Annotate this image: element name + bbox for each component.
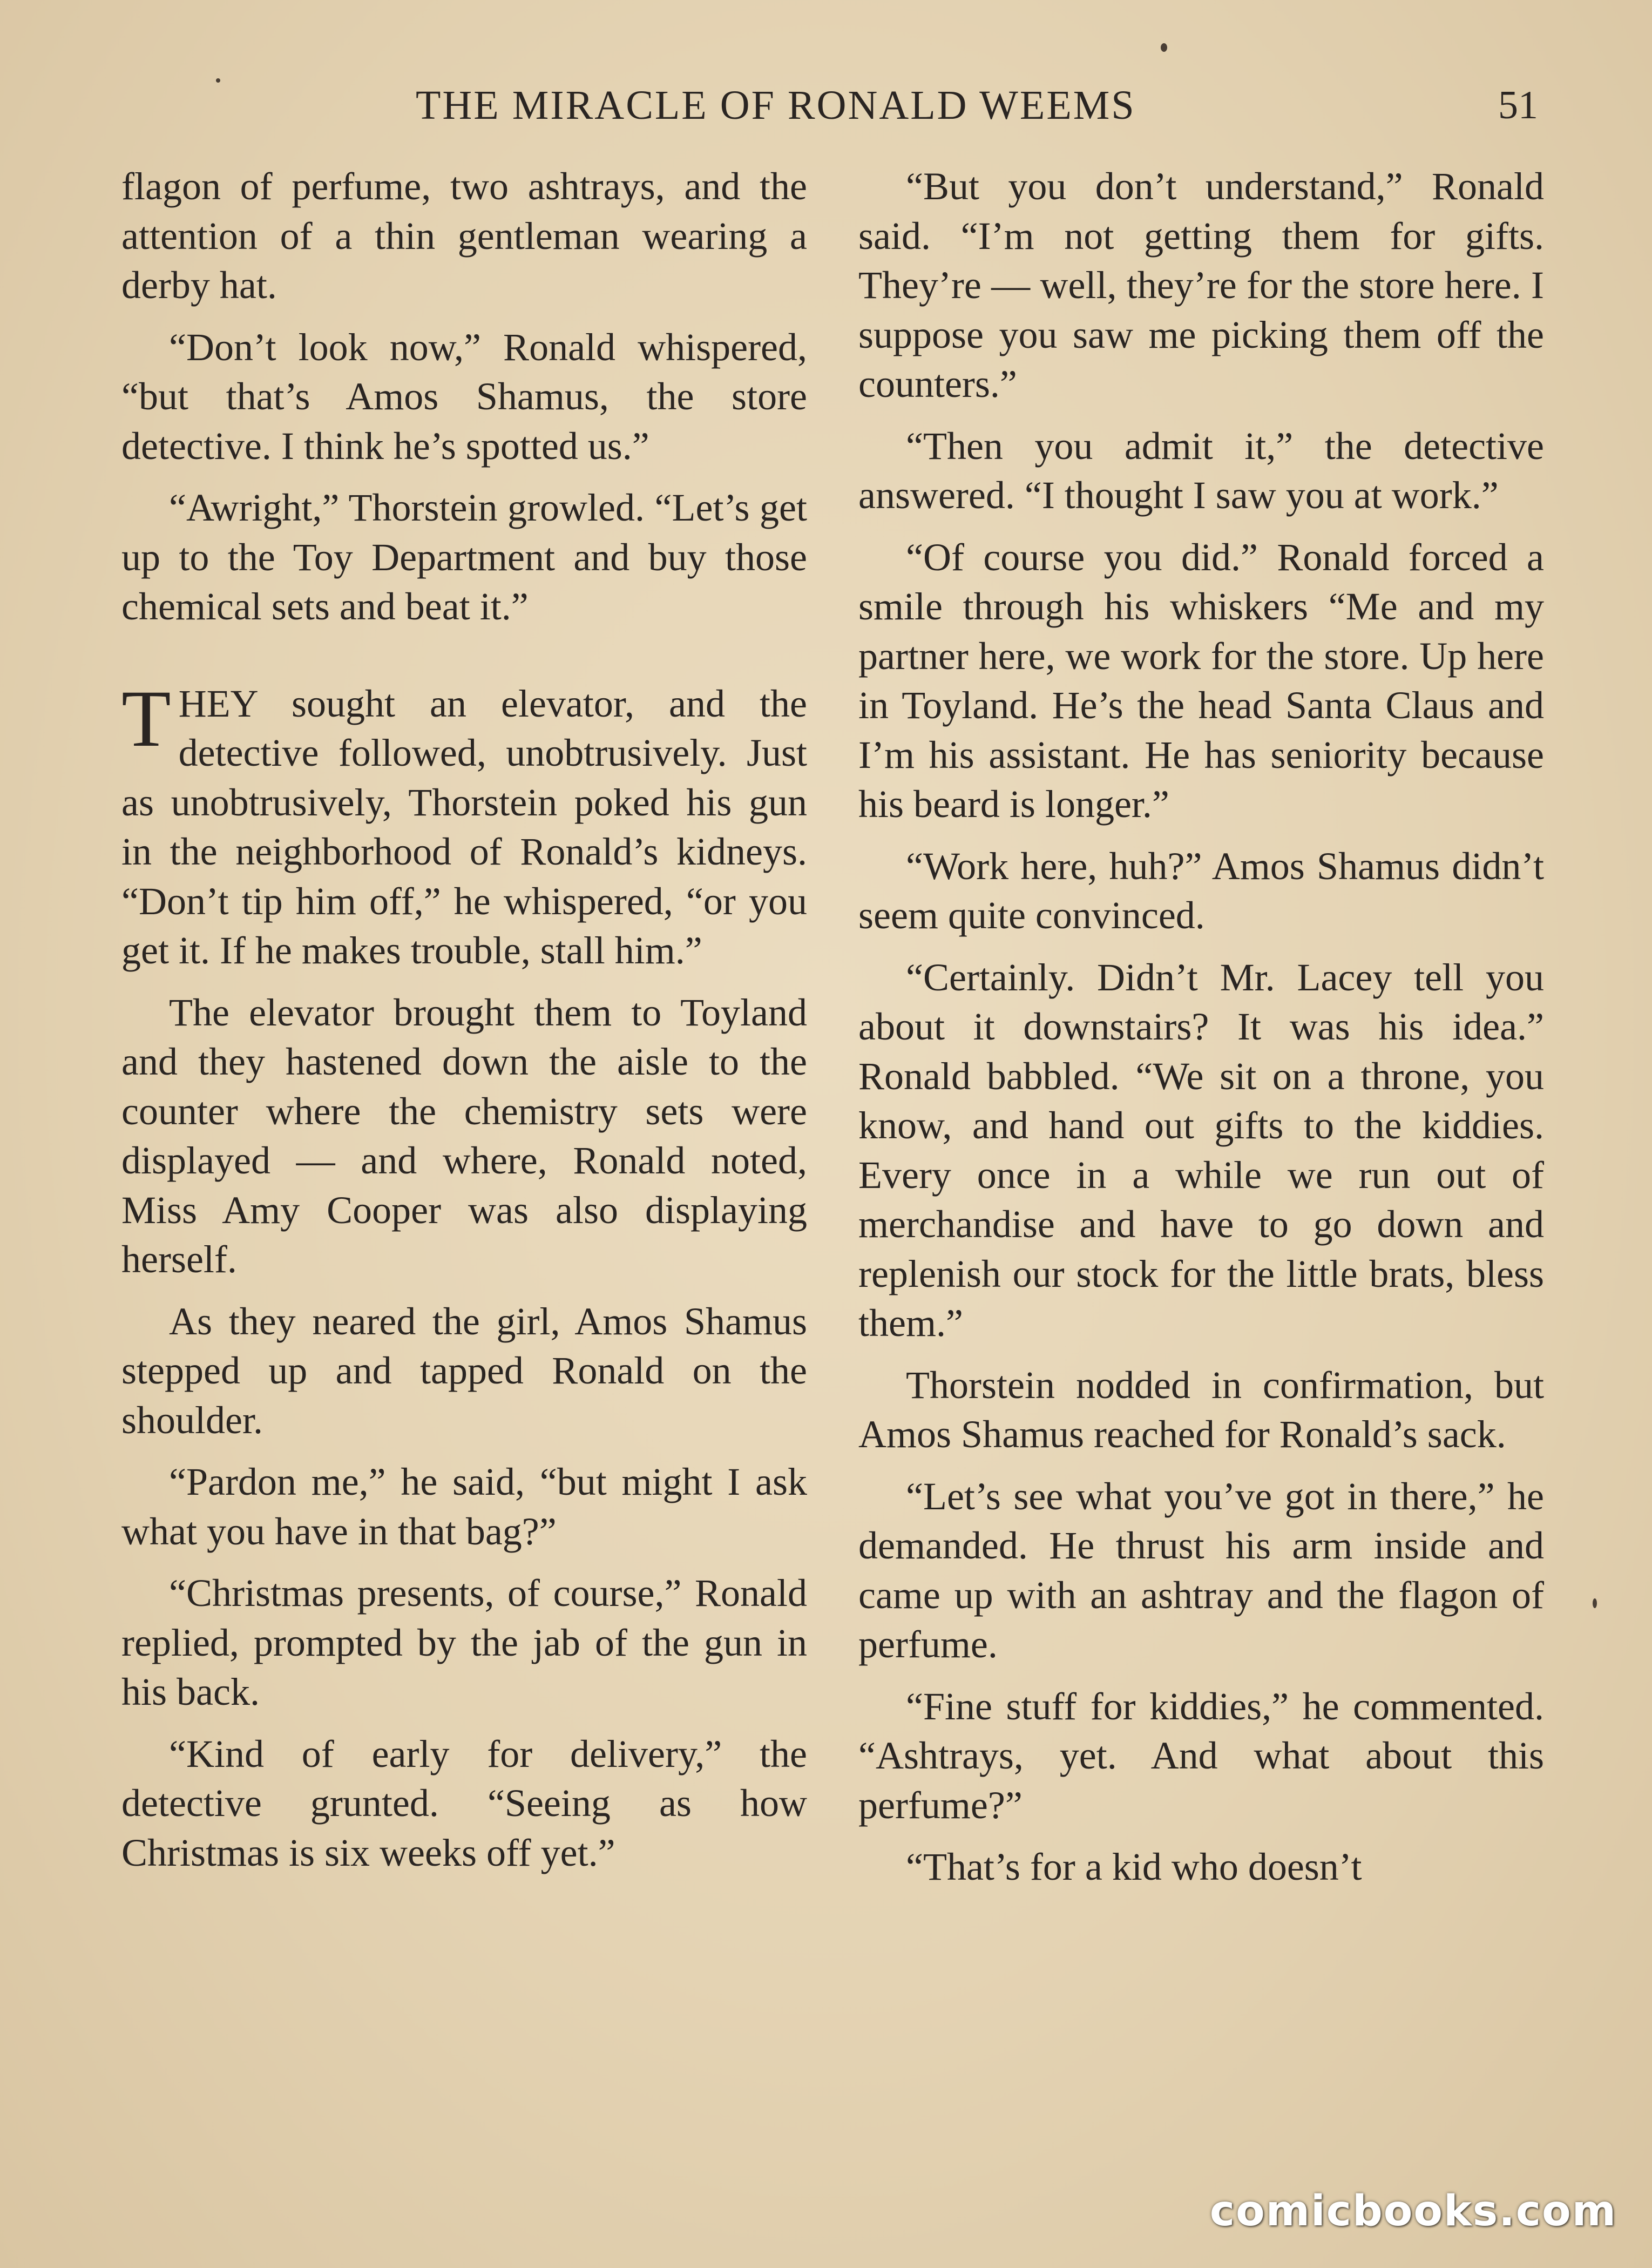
paragraph: “Then you admit it,” the detective answered. “I thought I saw you at work.”: [858, 424, 1544, 517]
paragraph: The elevator brought them to Toyland and they hastened down the aisle to the counter where the chemistry sets were displayed — and where, Ronald noted, Miss Amy Cooper was also displaying herself.: [121, 990, 807, 1281]
paragraph: “Of course you did.” Ronald forced a smile through his whiskers “Me and my partner here, we work for the store. Up here in Toyland. He’s the head Santa Claus and I’m his assistant. He has seniority because his beard is longer.”: [858, 535, 1544, 826]
paragraph: “Christmas presents, of course,” Ronald replied, prompted by the jab of the gun in his back.: [121, 1571, 807, 1713]
paragraph: “Don’t look now,” Ronald whispered, “but that’s Amos Shamus, the store detective. I think he’s spotted us.”: [121, 325, 807, 468]
paragraph: “Work here, huh?” Amos Shamus didn’t seem quite convinced.: [858, 844, 1544, 937]
section-opening-paragraph: [121, 673, 807, 976]
paragraph: “Fine stuff for kiddies,” he commented. “Ashtrays, yet. And what about this perfume?”: [858, 1684, 1544, 1827]
watermark: comicbooks.com: [1209, 2187, 1617, 2236]
paragraph: “Let’s see what you’ve got in there,” he demanded. He thrust his arm inside and came up with an ashtray and the flagon of perfume.: [858, 1474, 1544, 1666]
paper-speck: [1593, 1598, 1597, 1608]
paragraph: Thorstein nodded in confirmation, but Amos Shamus reached for Ronald’s sack.: [858, 1363, 1544, 1456]
running-title: THE MIRACLE OF RONALD WEEMS: [416, 83, 1136, 128]
paragraph: “Kind of early for delivery,” the detective grunted. “Seeing as how Christmas is six weeks off yet.”: [121, 1732, 807, 1874]
paragraph: flagon of perfume, two ashtrays, and the attention of a thin gentleman wearing a derby hat.: [121, 165, 807, 307]
paragraph: “Pardon me,” he said, “but might I ask what you have in that bag?”: [121, 1460, 807, 1553]
paragraph: “But you don’t understand,” Ronald said. “I’m not getting them for gifts. They’re — well, they’re for the store here. I suppose you saw me picking them off the counters.”: [858, 165, 1544, 406]
paper-speck: [216, 78, 220, 83]
drop-cap: T: [121, 673, 171, 764]
left-column: [121, 162, 807, 1890]
page-header: [0, 76, 1652, 135]
paragraph: “That’s for a kid who doesn’t: [906, 1845, 1362, 1888]
page-number: 51: [1498, 83, 1538, 127]
paragraph-text: HEY sought an elevator, and the detective followed, unobtrusively. Just as unobtrusively, Thorstein poked his gun in the neighborhood of Ronald’s kidneys. “Don’t tip him off,” he whispered, “or you get it. If he makes trouble, stall him.”: [121, 681, 807, 972]
paragraph: “Certainly. Didn’t Mr. Lacey tell you about it downstairs? It was his idea.” Ronald babbled. “We sit on a throne, you know, and hand out gifts to the kiddies. Every once in a while we run out of merchandise and have to go down and replenish our stock for the little brats, bless them.”: [858, 955, 1544, 1345]
paragraph: “Awright,” Thorstein growled. “Let’s get up to the Toy Department and buy those chemical sets and beat it.”: [121, 486, 807, 628]
paragraph: As they neared the girl, Amos Shamus stepped up and tapped Ronald on the shoulder.: [121, 1299, 807, 1442]
paper-speck: [1161, 43, 1167, 52]
right-column: [858, 162, 1544, 1905]
